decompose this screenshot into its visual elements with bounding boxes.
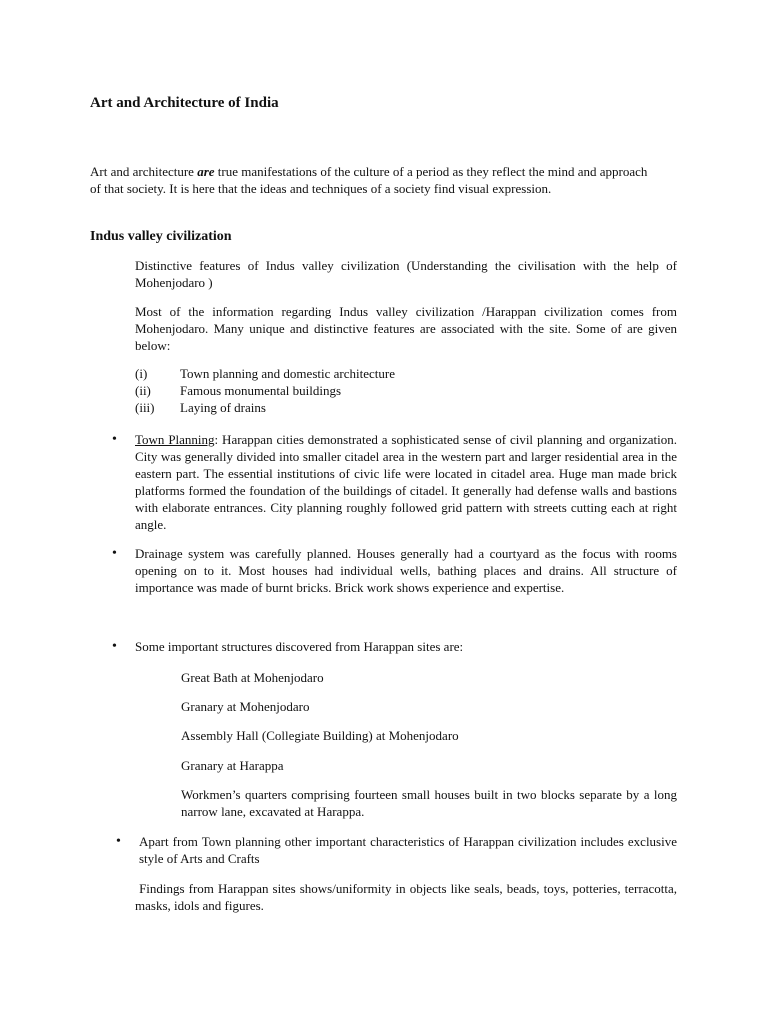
town-planning-text: : Harappan cities demonstrated a sophisticated sense of civil planning and organization. City was generally divided into smaller citadel area in the western part and larger residential area in the eastern part. The essential institutions of civic life were located in citadel area. Huge man made brick platforms formed the foundation of the buildings of citadel. It generally had defense walls and bastions with elaborate entrances. City planning roughly followed grid pattern with streets cutting each at right angle.	[135, 432, 677, 532]
drainage-bullet: Drainage system was carefully planned. Houses generally had a courtyard as the focus with rooms opening on to it. Most houses had individual wells, bathing places and drains. All structure of importance was made of burnt bricks. Brick work shows experience and expertise.	[135, 546, 677, 595]
structure-item: Workmen’s quarters comprising fourteen small houses built in two blocks separate by a long narrow lane, excavated at Harappa.	[181, 787, 677, 819]
town-planning-label: Town Planning	[135, 432, 215, 447]
structure-item: Great Bath at Mohenjodaro	[181, 670, 324, 685]
list-item	[135, 382, 655, 399]
list-item-number: (i)	[135, 366, 148, 381]
list-item-text: Famous monumental buildings	[180, 383, 342, 398]
list-item-number: (ii)	[135, 383, 151, 398]
structure-item: Assembly Hall (Collegiate Building) at Mohenjodaro	[181, 728, 459, 743]
structure-item: Granary at Harappa	[181, 758, 284, 773]
bullet-icon: •	[112, 432, 117, 447]
findings-paragraph: Findings from Harappan sites shows/uniformity in objects like seals, beads, toys, potteries, terracotta, masks, idols and figures.	[135, 881, 681, 913]
distinctive-features-paragraph: Distinctive features of Indus valley civilization (Understanding the civilisation with the help of Mohenjodaro )	[135, 258, 677, 290]
structures-bullet: Some important structures discovered from Harappan sites are:	[135, 639, 464, 654]
arts-crafts-bullet: Apart from Town planning other important characteristics of Harappan civilization includes exclusive style of Arts and Crafts	[139, 834, 677, 866]
list-item	[135, 399, 655, 416]
structure-item: Granary at Mohenjodaro	[181, 699, 310, 714]
list-item	[135, 365, 655, 382]
bullet-icon: •	[112, 639, 117, 654]
list-item-number: (iii)	[135, 400, 155, 415]
bullet-icon: •	[112, 546, 117, 561]
intro-emphasis: are	[197, 164, 215, 179]
intro-text-before: Art and architecture	[90, 164, 198, 179]
intro-text-after: true manifestations of the culture of a period as they reflect the mind and approach of that society. It is here that the ideas and techniques of a society find visual expression.	[90, 164, 648, 196]
list-item-text: Laying of drains	[180, 400, 266, 415]
bullet-icon: •	[116, 834, 121, 849]
information-paragraph: Most of the information regarding Indus valley civilization /Harappan civilization comes from Mohenjodaro. Many unique and distinctive features are associated with the site. Some of are given below:	[135, 304, 677, 353]
town-planning-bullet	[135, 431, 677, 533]
list-item-text: Town planning and domestic architecture	[180, 366, 395, 381]
section-heading: Indus valley civilization	[90, 229, 232, 244]
document-title: Art and Architecture of India	[90, 95, 279, 111]
intro-paragraph	[90, 163, 650, 197]
